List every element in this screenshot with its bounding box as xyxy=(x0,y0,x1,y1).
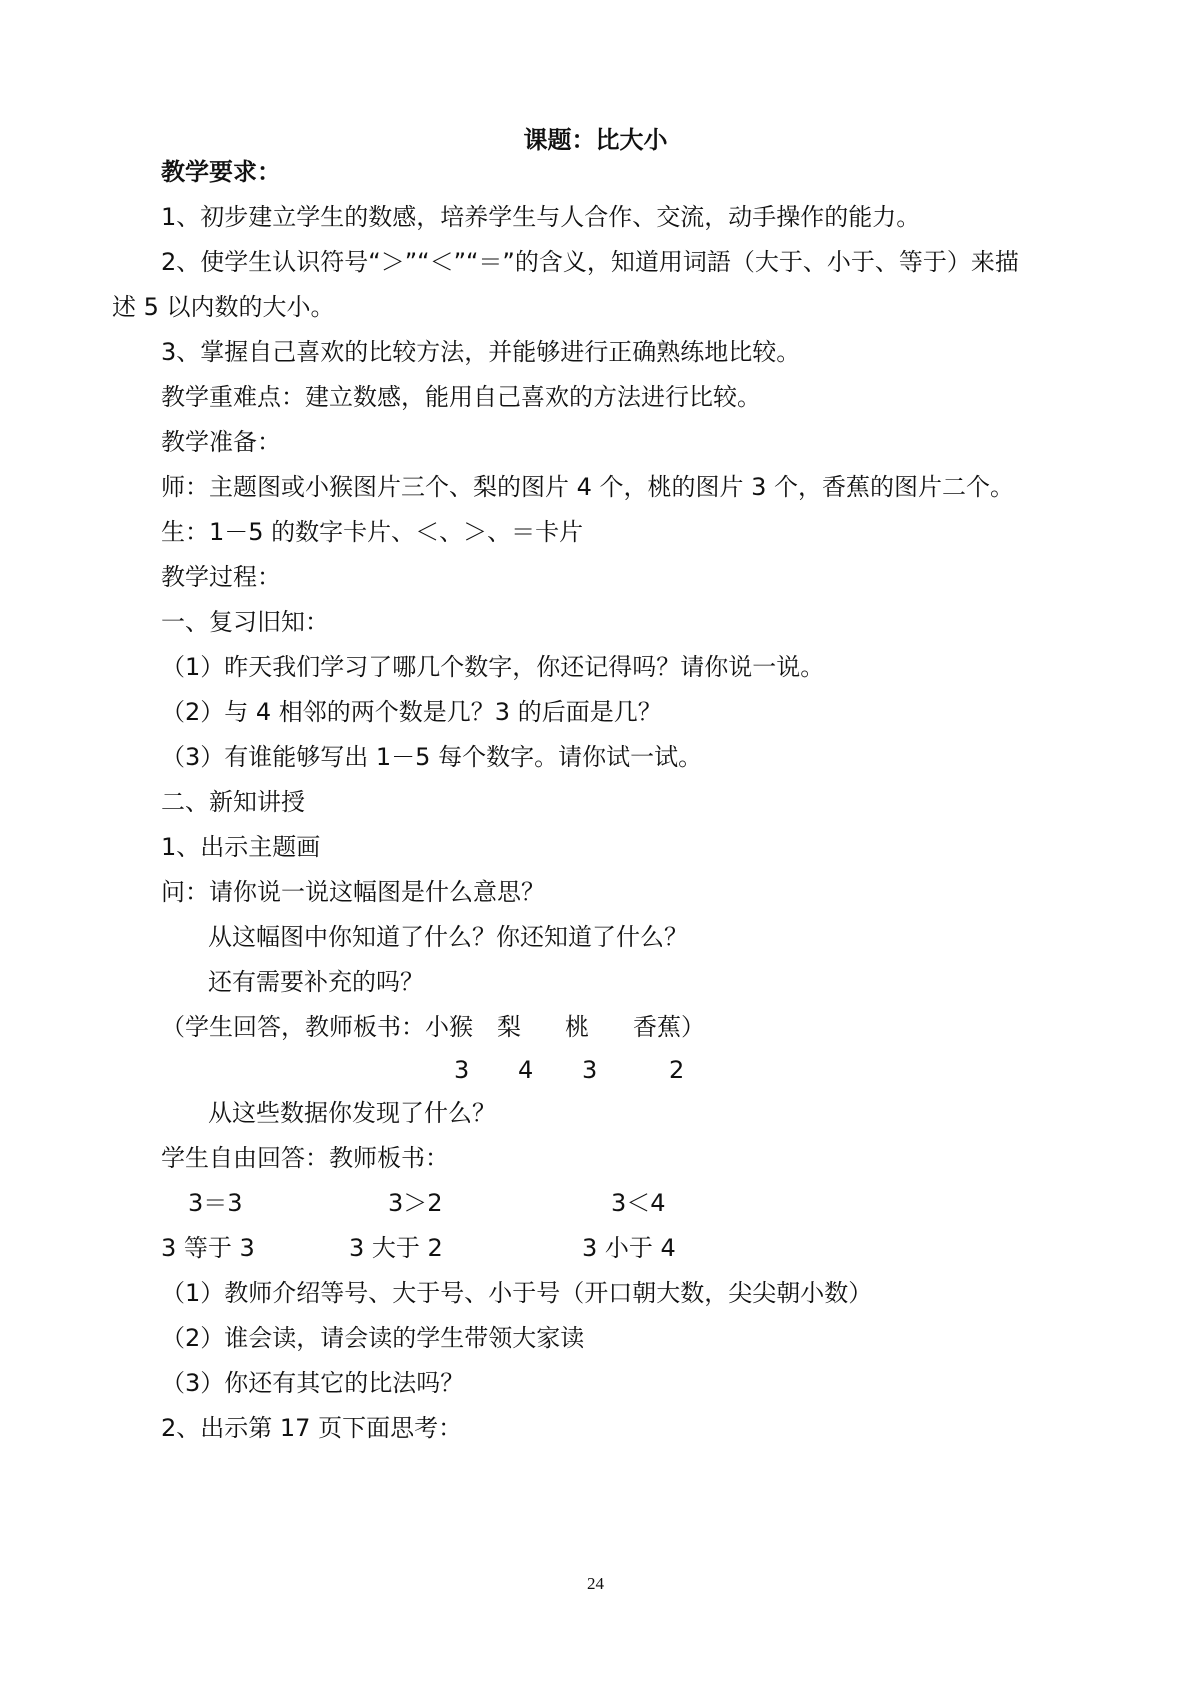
heading-teaching-requirements: 教学要求： xyxy=(161,158,281,186)
words-greater: 3 大于 2 xyxy=(349,1234,443,1262)
review-item-2: （2）与 4 相邻的两个数是几？3 的后面是几？ xyxy=(161,698,662,726)
question-1: 问：请你说一说这幅图是什么意思？ xyxy=(161,878,545,906)
board-count-banana: 2 xyxy=(669,1056,685,1084)
question-findings: 从这些数据你发现了什么？ xyxy=(208,1099,496,1127)
step-show-picture: 1、出示主题画 xyxy=(161,833,321,861)
section-review: 一、复习旧知： xyxy=(161,608,329,636)
compare-greater: 3＞2 xyxy=(388,1189,443,1217)
words-less: 3 小于 4 xyxy=(582,1234,676,1262)
board-count-pear: 4 xyxy=(518,1056,534,1084)
requirement-2: 2、使学生认识符号“＞”“＜”“＝”的含义，知道用词語（大于、小于、等于）来描 xyxy=(161,248,1019,276)
question-2: 从这幅图中你知道了什么？你还知道了什么？ xyxy=(208,923,688,951)
board-count-monkey: 3 xyxy=(454,1056,470,1084)
board-count-peach: 3 xyxy=(582,1056,598,1084)
board-label-pear: 梨 xyxy=(497,1013,521,1041)
student-materials: 生：1－5 的数字卡片、＜、＞、＝卡片 xyxy=(161,518,584,546)
key-difficulties: 教学重难点：建立数感，能用自己喜欢的方法进行比较。 xyxy=(161,383,761,411)
requirement-2-continued: 述 5 以内数的大小。 xyxy=(112,293,335,321)
board-label-banana: 香蕉） xyxy=(633,1013,705,1041)
board-counts-row xyxy=(454,1054,684,1086)
compare-less: 3＜4 xyxy=(611,1189,666,1217)
question-3: 还有需要补充的吗？ xyxy=(208,968,424,996)
review-item-3: （3）有谁能够写出 1－5 每个数字。请你试一试。 xyxy=(161,743,703,771)
heading-preparation: 教学准备： xyxy=(161,428,281,456)
heading-process: 教学过程： xyxy=(161,563,281,591)
board-label-peach: 桃 xyxy=(565,1013,589,1041)
comparison-symbols-row xyxy=(188,1187,666,1219)
teacher-materials: 师：主题图或小猴图片三个、梨的图片 4 个，桃的图片 3 个，香蕉的图片二个。 xyxy=(161,473,1015,501)
requirement-3: 3、掌握自己喜欢的比较方法，并能够进行正确熟练地比较。 xyxy=(161,338,801,366)
comparison-words-row xyxy=(161,1232,676,1264)
section-new-knowledge: 二、新知讲授 xyxy=(161,788,305,816)
review-item-1: （1）昨天我们学习了哪几个数字，你还记得吗？请你说一说。 xyxy=(161,653,825,681)
student-answers-heading: 学生自由回答：教师板书： xyxy=(161,1144,449,1172)
compare-equal: 3＝3 xyxy=(188,1189,243,1217)
board-labels-row xyxy=(161,1011,705,1043)
requirement-1: 1、初步建立学生的数感，培养学生与人合作、交流，动手操作的能力。 xyxy=(161,203,921,231)
activity-item-1: （1）教师介绍等号、大于号、小于号（开口朝大数，尖尖朝小数） xyxy=(161,1279,873,1307)
step-page-17: 2、出示第 17 页下面思考： xyxy=(161,1414,463,1442)
board-intro: （学生回答，教师板书：小猴 xyxy=(161,1013,473,1041)
page-title: 课题：比大小 xyxy=(523,126,668,154)
activity-item-2: （2）谁会读，请会读的学生带领大家读 xyxy=(161,1324,585,1352)
page-number: 24 xyxy=(587,1574,604,1593)
activity-item-3: （3）你还有其它的比法吗？ xyxy=(161,1369,465,1397)
words-equal: 3 等于 3 xyxy=(161,1234,255,1262)
